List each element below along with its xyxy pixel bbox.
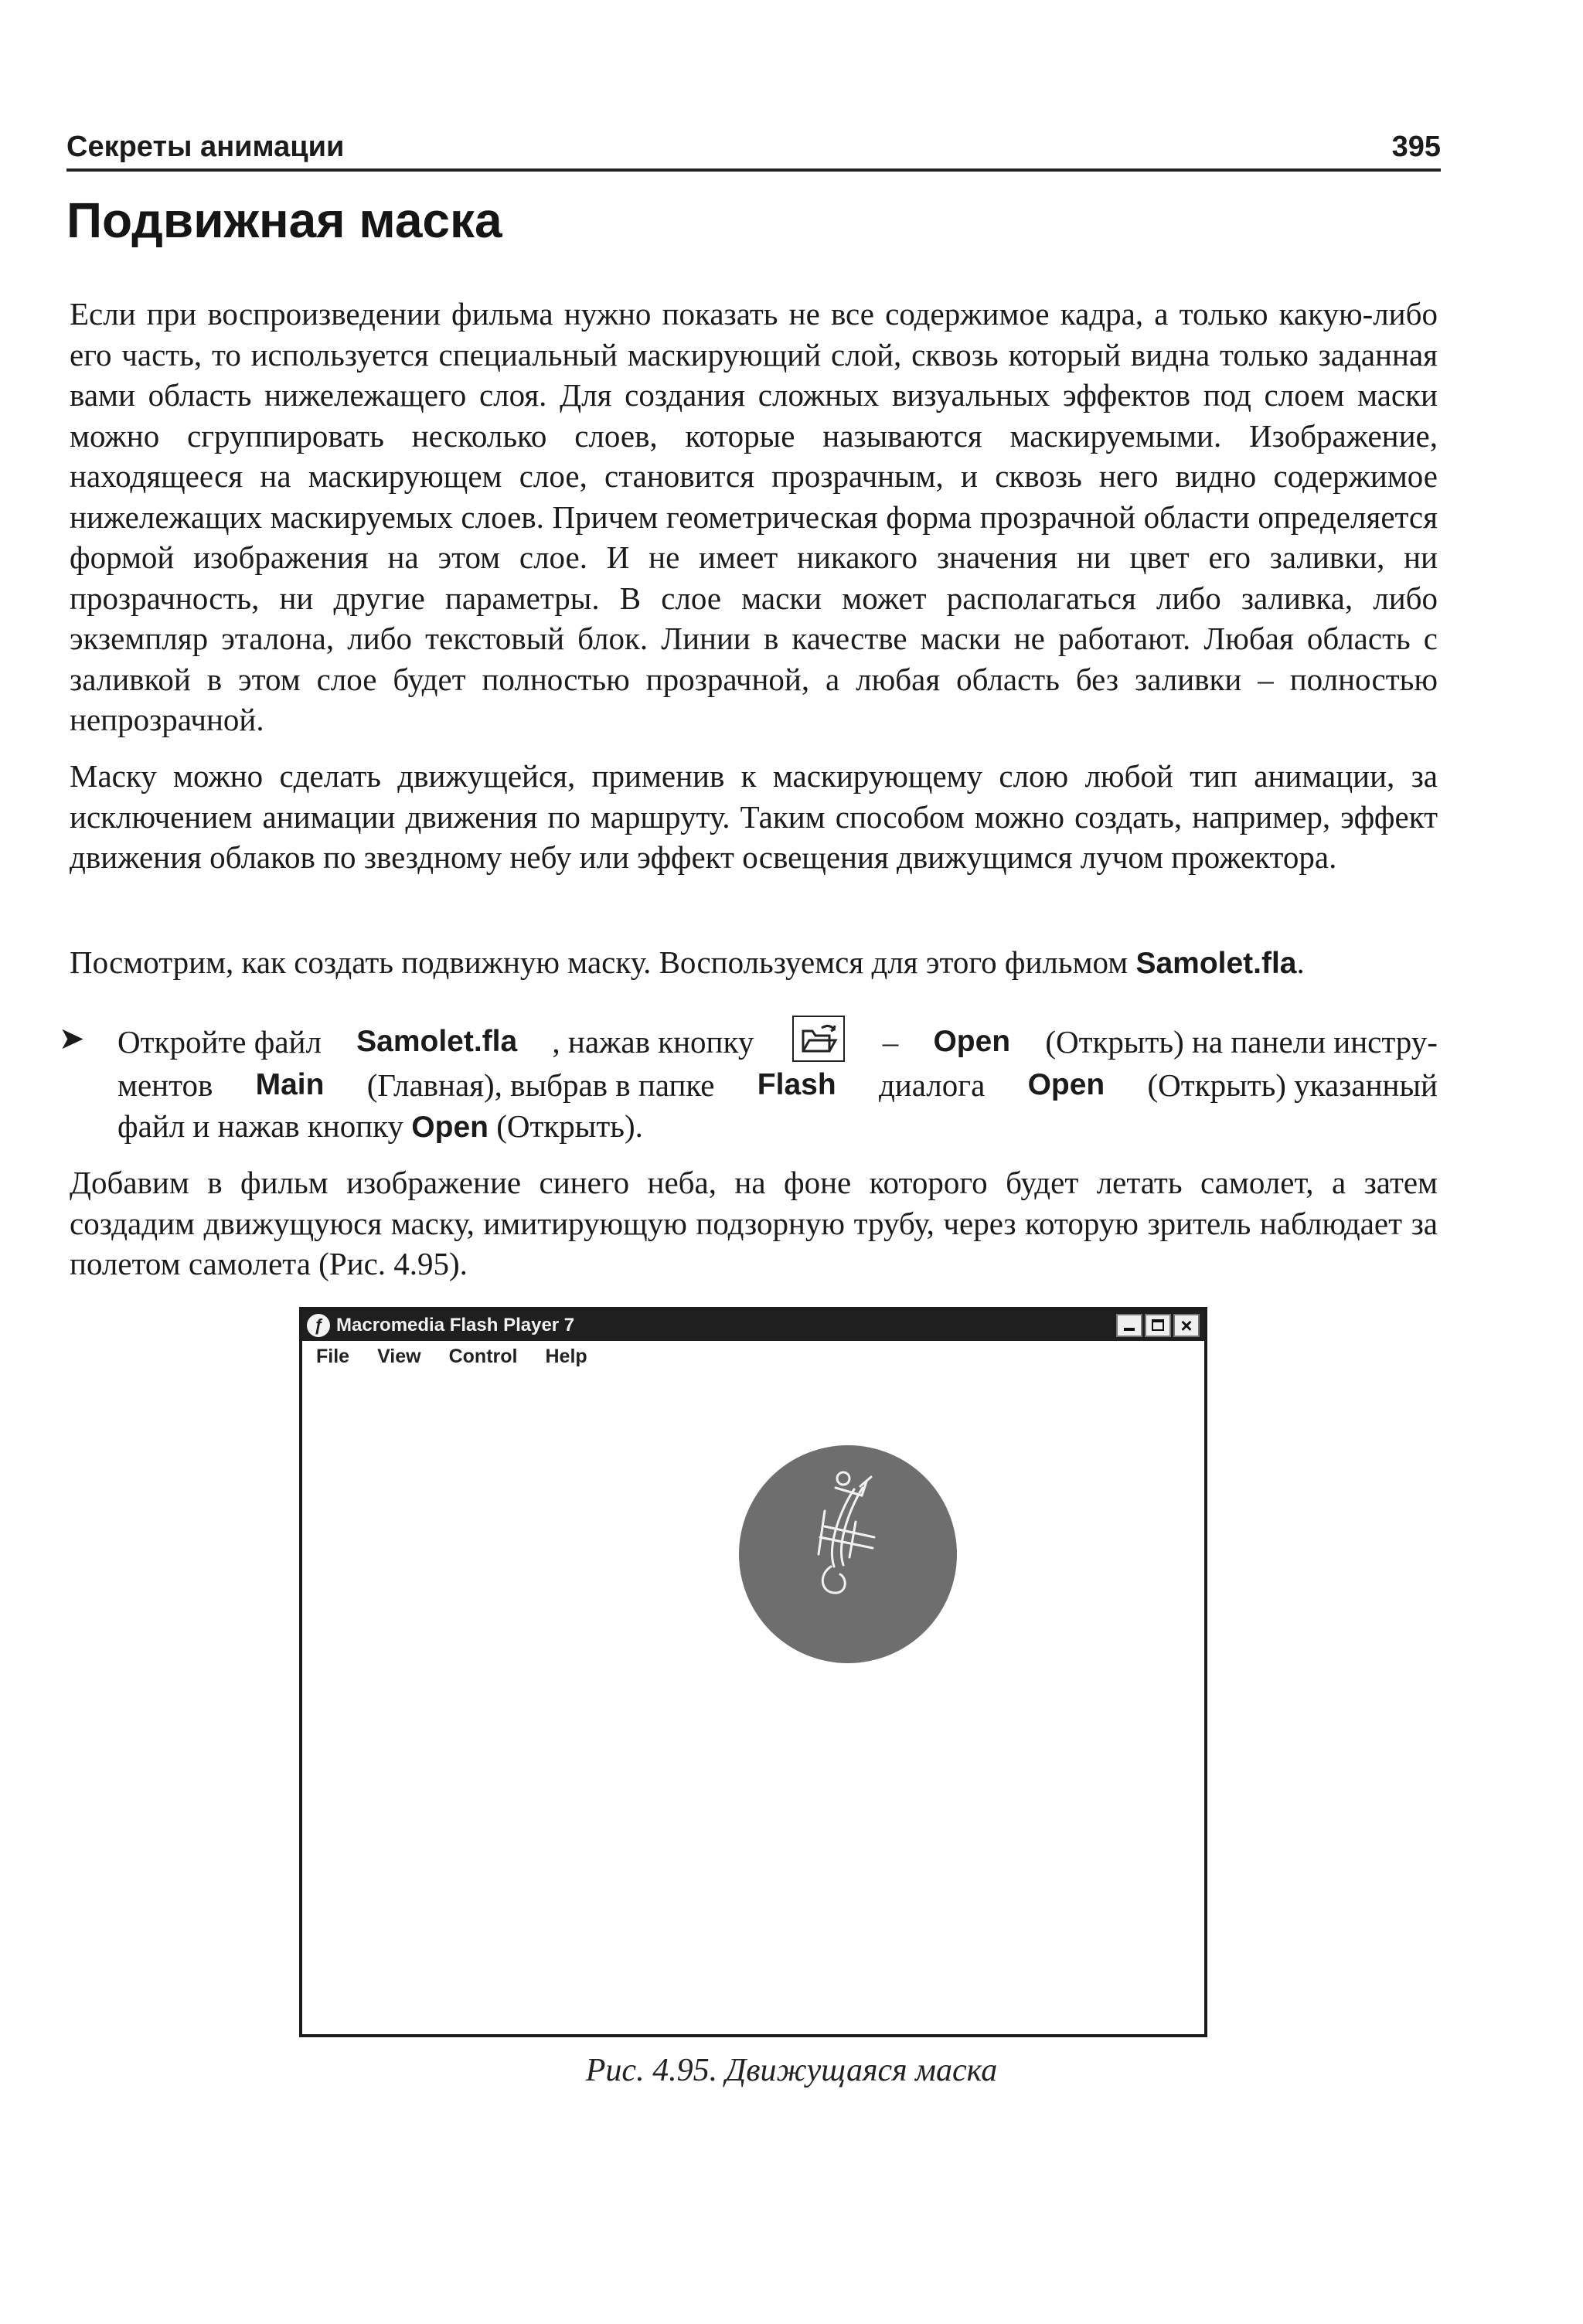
toolbar-name: Main	[255, 1068, 325, 1101]
flash-player-window	[299, 1307, 1207, 2037]
page-title: Подвижная маска	[66, 192, 502, 248]
paragraph-example: Посмотрим, как создать подвижную маску. Воспользуемся для этого фильмом Samolet.fla.	[70, 944, 1305, 980]
folder-name: Flash	[757, 1068, 836, 1101]
instruction-fragment: (Главная), выбрав в папке	[366, 1067, 715, 1103]
running-head	[66, 125, 1441, 172]
instruction-fragment: Откройте файл	[117, 1023, 322, 1060]
paragraph-figure-intro: Добавим в фильм изображение синего неба, на фоне которого будет летать самолет, а затем создадим движущуюся маску, имитирующую подзорную трубу, через которую зритель наблюдает за полетом самолета (Рис. 4.95).	[70, 1165, 1438, 1281]
instruction-fragment: (Открыть).	[496, 1108, 643, 1144]
window-titlebar[interactable]	[302, 1310, 1204, 1341]
bullet-marker-icon: ➤	[59, 1021, 85, 1056]
open-command: Open	[411, 1110, 489, 1144]
minimize-button[interactable]	[1116, 1314, 1142, 1337]
menu-file[interactable]: File	[316, 1345, 350, 1367]
open-folder-icon	[792, 1016, 845, 1062]
close-button[interactable]	[1173, 1314, 1200, 1337]
open-command: Open	[1027, 1068, 1105, 1101]
menu-view[interactable]: View	[377, 1345, 421, 1367]
instruction-fragment: , нажав кнопку	[552, 1023, 754, 1060]
instruction-fragment: ментов	[117, 1067, 213, 1103]
page-number: 395	[1391, 131, 1441, 163]
instruction-fragment: (Открыть) указанный	[1147, 1067, 1438, 1103]
instruction-line	[117, 1065, 1438, 1106]
menu-control[interactable]: Control	[448, 1345, 518, 1367]
minimize-icon	[1124, 1328, 1135, 1331]
paragraph-mask-intro: Если при воспроизведении фильма нужно показать не все содержимое кадра, а только какую-либо его часть, то используется специальный маскирующий слой, сквозь который видна только заданная вами область нижележащего слоя. Для создания сложных визуальных эффектов под слоем маски можно сгруппировать несколько слоев, которые называются маскируемыми. Изображение, находящееся на маскирующем слое, становится прозрачным, и сквозь него видно содержимое нижележащих маскируемых слоев. Причем геометрическая форма прозрачной области определяется формой изображения на этом слое. И не имеет никакого значения ни цвет его заливки, ни прозрачность, ни другие параметры. В слое маски может располагаться либо заливка, либо экземпляр эталона, либо текстовый блок. Линии в качестве маски не работают. Любая область с заливкой в этом слое будет полностью прозрачной, а любая область без заливки – полностью непрозрачной.	[70, 296, 1438, 737]
window-title: Macromedia Flash Player 7	[336, 1315, 575, 1336]
instruction-step	[59, 1019, 1438, 1145]
paragraph-moving-mask: Маску можно сделать движущейся, применив к маскирующему слою любой тип анимации, за исключением анимации движения по маршруту. Таким способом можно создать, например, эффект движения облаков по звездному небу или эффект освещения движущимся лучом прожектора.	[70, 758, 1438, 875]
open-command: Open	[933, 1024, 1011, 1058]
instruction-fragment: файл и нажав кнопку	[117, 1108, 404, 1144]
paragraph-example-text: Посмотрим, как создать подвижную маску. Воспользуемся для этого фильмом	[70, 944, 1136, 980]
file-name: Samolet.fla	[1135, 947, 1297, 980]
maximize-icon	[1152, 1319, 1164, 1331]
movie-stage[interactable]	[302, 1372, 1204, 2034]
instruction-fragment: диалога	[878, 1067, 986, 1103]
menu-bar	[302, 1341, 1204, 1372]
mask-circle	[739, 1445, 957, 1663]
close-icon: ×	[1180, 1314, 1193, 1337]
section-title: Секреты анимации	[66, 131, 345, 163]
instruction-fragment: (Открыть) на панели инстру-	[1045, 1023, 1438, 1060]
instruction-text	[117, 1019, 1438, 1148]
instruction-line	[117, 1106, 1438, 1148]
menu-help[interactable]: Help	[545, 1345, 587, 1367]
flash-logo-icon: ƒ	[307, 1314, 330, 1337]
instruction-fragment: –	[882, 1023, 899, 1060]
window-controls	[1116, 1314, 1200, 1337]
instruction-line	[117, 1019, 1438, 1065]
file-name: Samolet.fla	[356, 1024, 518, 1058]
figure-caption: Рис. 4.95. Движущаяся маска	[585, 2053, 998, 2088]
maximize-button[interactable]	[1145, 1314, 1171, 1337]
